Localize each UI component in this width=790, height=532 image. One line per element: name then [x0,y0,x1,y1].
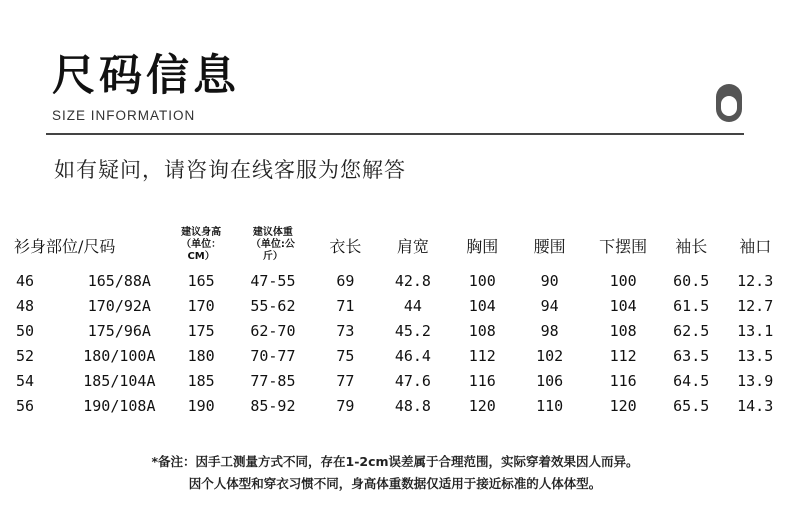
table-cell: 44 [403,296,422,315]
table-cell: 102 [536,346,564,365]
page-title: 尺码信息 [52,51,240,101]
table-cell: 175/96A [87,321,151,340]
table-cell: 190/108A [83,396,156,415]
table-cell: 50 [16,321,35,340]
table-cell: 64.5 [673,371,710,390]
table-cell: 65.5 [673,396,710,415]
table-cell: 71 [336,296,355,315]
table-row [12,318,790,343]
table-cell: 108 [609,321,637,340]
toggle-knob [721,96,737,116]
table-cell: 175 [187,321,215,340]
table-row [12,343,790,368]
table-cell: 75 [336,346,355,365]
table-cell: 46 [16,271,35,290]
footnote-2: 因个人体型和穿衣习惯不同，身高体重数据仅适用于接近标准的人体体型。 [188,476,602,491]
table-cell: 112 [468,346,496,365]
table-row [12,268,790,293]
table-cell: 70-77 [250,346,296,365]
table-cell: 77 [336,371,355,390]
divider [46,133,744,135]
table-cell: 85-92 [250,396,296,415]
footnote-1: *备注：因手工测量方式不同，存在1-2cm误差属于合理范围，实际穿着效果因人而异。 [151,454,639,469]
toggle-icon [716,84,742,122]
table-cell: 104 [609,296,637,315]
table-cell: 47-55 [250,271,296,290]
table-cell: 47.6 [394,371,431,390]
table-cell: 108 [468,321,496,340]
table-cell: 62.5 [673,321,710,340]
table-cell: 54 [16,371,35,390]
table-cell: 56 [16,396,35,415]
service-notice: 如有疑问，请咨询在线客服为您解答 [54,158,406,182]
table-cell: 73 [336,321,355,340]
table-cell: 48 [16,296,35,315]
table-cell: 106 [536,371,564,390]
table-cell: 45.2 [394,321,431,340]
table-cell: 13.1 [737,321,774,340]
table-cell: 62-70 [250,321,296,340]
table-header-row [12,222,790,268]
table-cell: 120 [468,396,496,415]
table-cell: 46.4 [394,346,431,365]
table-cell: 185 [187,371,215,390]
table-cell: 180/100A [83,346,156,365]
table-row [12,293,790,318]
col-header-cuff: 袖口 [739,236,772,256]
table-cell: 69 [336,271,355,290]
col-header-part-size: 衫身部位/尺码 [14,236,116,256]
table-cell: 100 [609,271,637,290]
table-cell: 42.8 [394,271,431,290]
table-cell: 100 [468,271,496,290]
page-subtitle: SIZE INFORMATION [52,108,196,123]
table-cell: 170/92A [87,296,151,315]
table-cell: 185/104A [83,371,156,390]
table-cell: 165 [187,271,215,290]
col-header-shoulder: 肩宽 [396,236,429,256]
table-row [12,393,790,418]
table-cell: 90 [540,271,559,290]
table-cell: 60.5 [673,271,710,290]
table-cell: 112 [609,346,637,365]
col-header-weight [231,222,314,268]
table-cell: 120 [609,396,637,415]
table-cell: 13.5 [737,346,774,365]
table-cell: 63.5 [673,346,710,365]
table-cell: 12.7 [737,296,774,315]
table-cell: 116 [468,371,496,390]
table-cell: 61.5 [673,296,710,315]
table-row [12,368,790,393]
table-cell: 180 [187,346,215,365]
table-cell: 116 [609,371,637,390]
col-header-length: 衣长 [329,236,362,256]
col-header-height-text: 建议身高 （单位： CM） [181,227,222,262]
col-header-chest: 胸围 [466,236,499,256]
col-header-height [171,222,231,268]
size-table [12,222,790,418]
table-cell: 52 [16,346,35,365]
table-cell: 165/88A [87,271,151,290]
table-body [12,268,790,418]
table-cell: 12.3 [737,271,774,290]
table-cell: 48.8 [394,396,431,415]
table-cell: 55-62 [250,296,296,315]
table-cell: 94 [540,296,559,315]
table-cell: 104 [468,296,496,315]
col-header-waist: 腰围 [533,236,566,256]
table-cell: 190 [187,396,215,415]
table-cell: 170 [187,296,215,315]
col-header-weight-text: 建议体重 （单位:公 斤） [250,227,295,262]
table-cell: 98 [540,321,559,340]
col-header-sleeve: 袖长 [675,236,708,256]
table-cell: 13.9 [737,371,774,390]
col-header-hem: 下摆围 [599,236,648,256]
table-cell: 110 [536,396,564,415]
table-cell: 79 [336,396,355,415]
table-cell: 14.3 [737,396,774,415]
table-cell: 77-85 [250,371,296,390]
